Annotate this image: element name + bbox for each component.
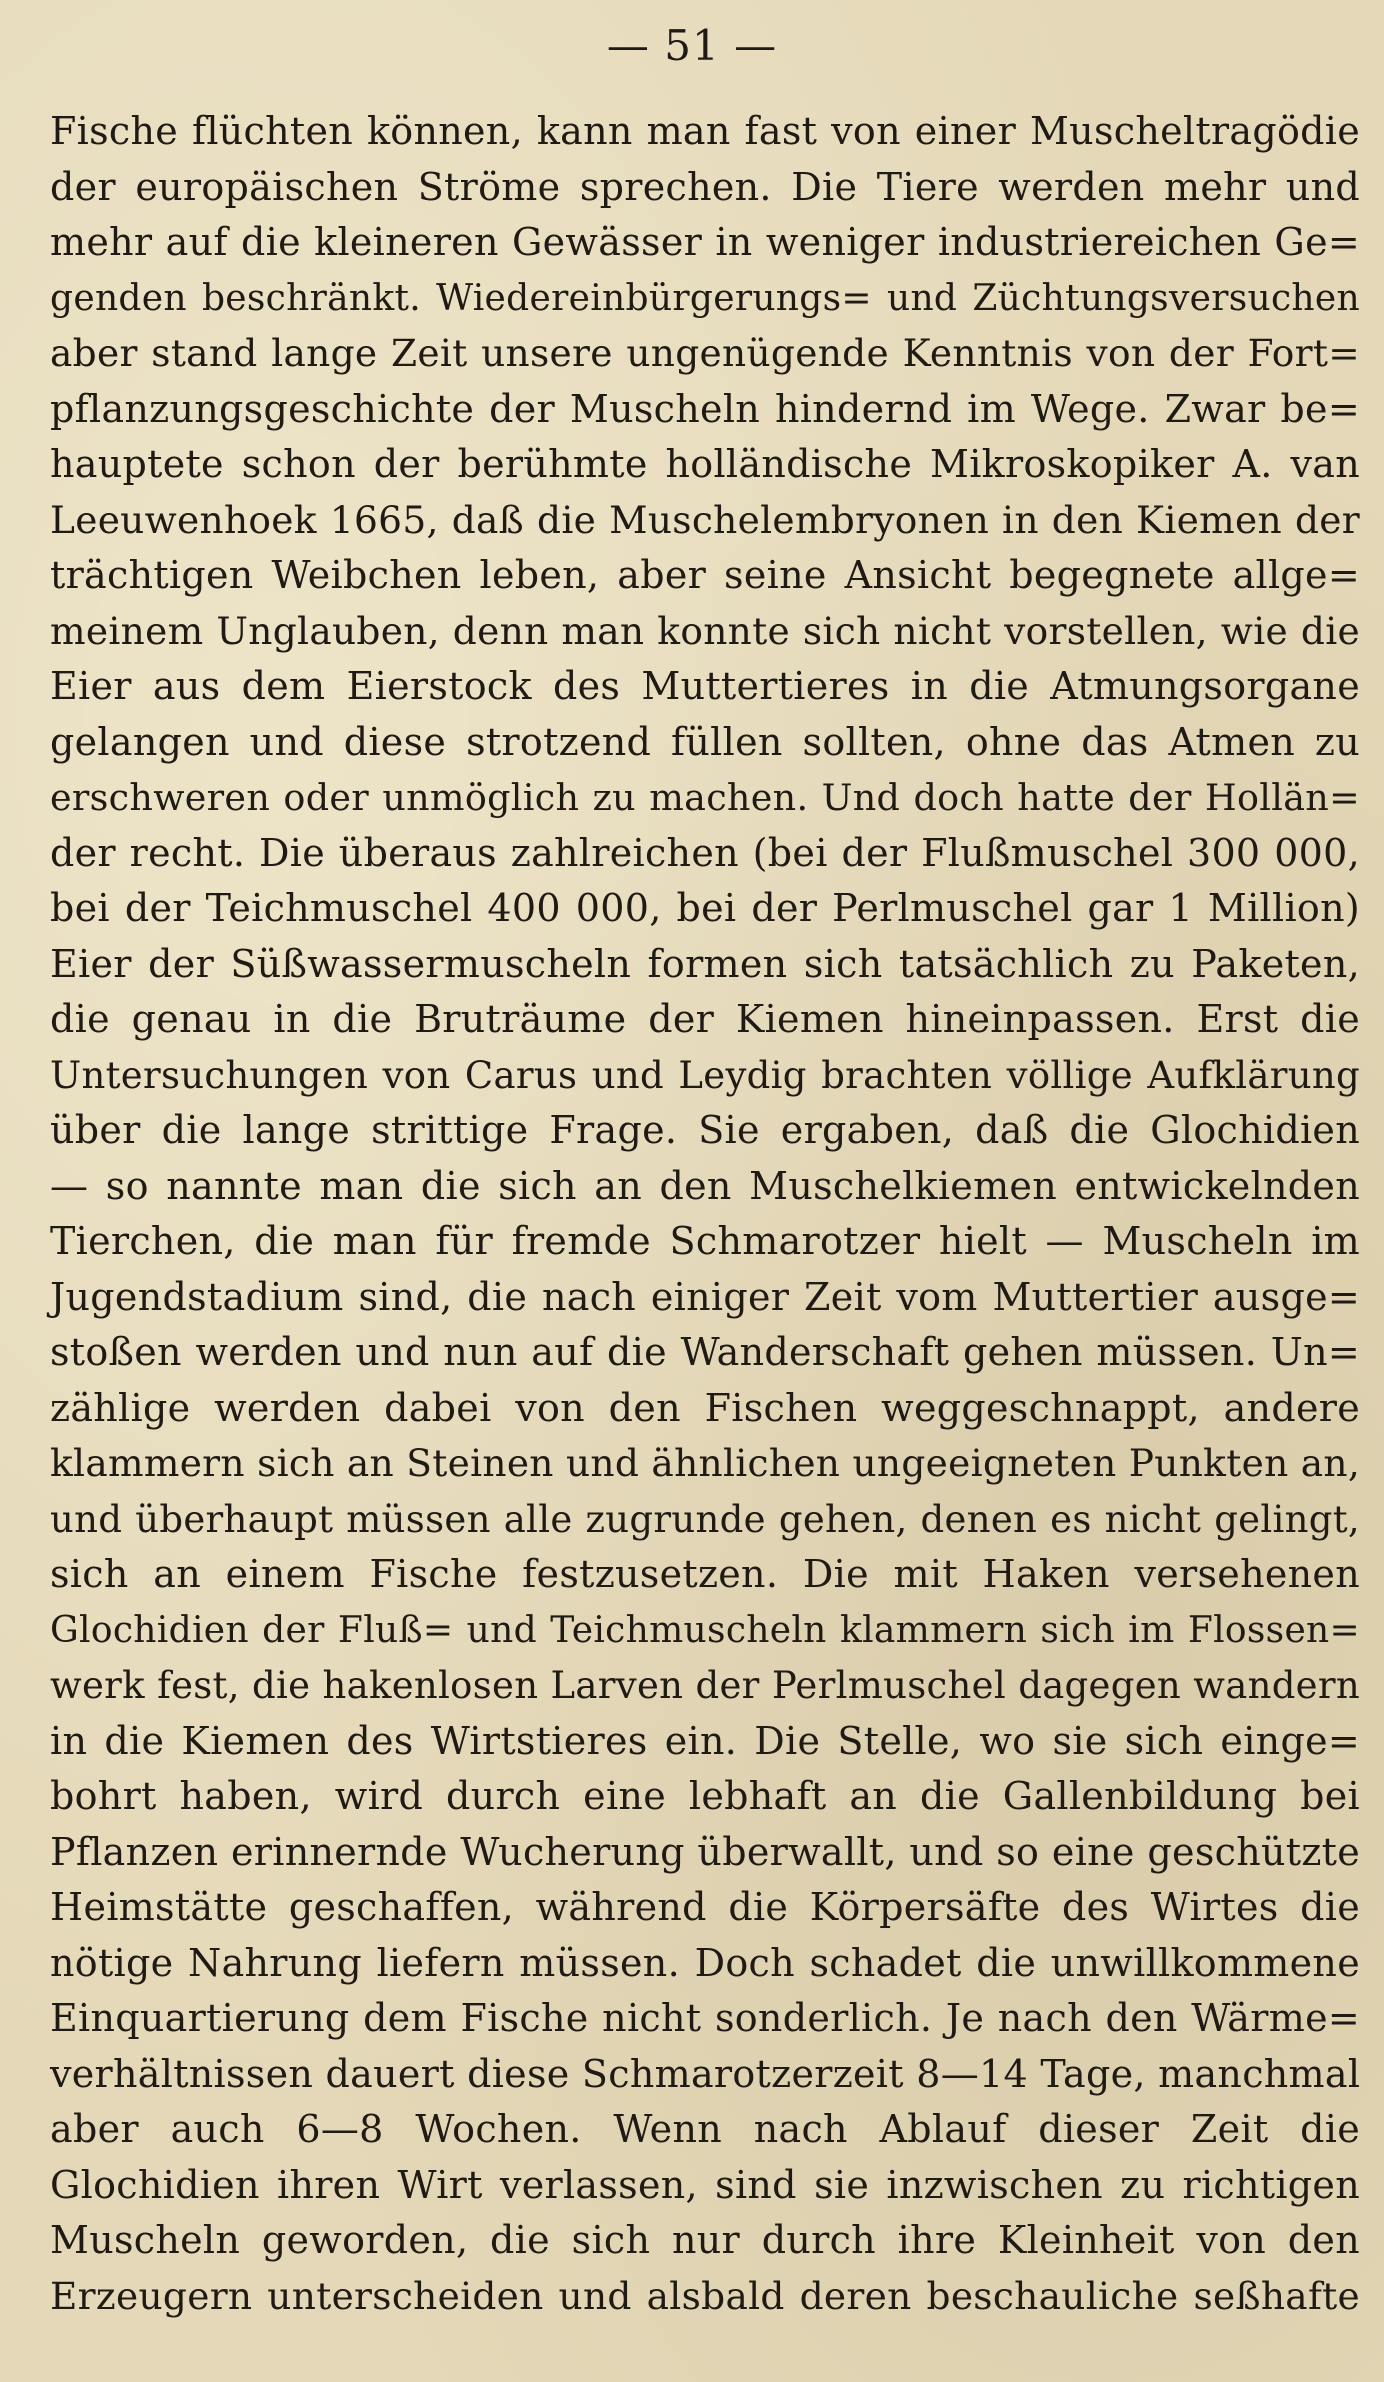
text-line: Erzeugern unterscheiden und alsbald deren beschauliche seßhafte bbox=[50, 2273, 1360, 2318]
text-line: pflanzungsgeschichte der Muscheln hindernd im Wege. Zwar be= bbox=[50, 386, 1360, 431]
body-text bbox=[50, 104, 1360, 2324]
text-line: Glochidien der Fluß= und Teichmuscheln klammern sich im Flossen= bbox=[50, 1609, 1360, 1651]
text-line: Heimstätte geschaffen, während die Körpersäfte des Wirtes die bbox=[50, 1885, 1360, 1929]
text-line: verhältnissen dauert diese Schmarotzerzeit 8—14 Tage, manchmal bbox=[50, 2051, 1361, 2096]
page-number: — 51 — bbox=[606, 21, 778, 70]
text-line: der europäischen Ströme sprechen. Die Tiere werden mehr und bbox=[50, 164, 1360, 209]
text-line: Tierchen, die man für fremde Schmarotzer hielt — Muscheln im bbox=[50, 1219, 1360, 1263]
text-line: stoßen werden und nun auf die Wanderschaft gehen müssen. Un= bbox=[50, 1330, 1360, 1374]
text-line: Untersuchungen von Carus und Leydig brachten völlige Aufklärung bbox=[50, 1053, 1360, 1097]
text-line: und überhaupt müssen alle zugrunde gehen, denen es nicht gelingt, bbox=[50, 1497, 1360, 1541]
text-line: die genau in die Bruträume der Kiemen hineinpassen. Erst die bbox=[50, 997, 1360, 1041]
text-line: sich an einem Fische festzusetzen. Die mit Haken versehenen bbox=[50, 1552, 1360, 1596]
text-line: aber stand lange Zeit unsere ungenügende Kenntnis von der Fort= bbox=[50, 331, 1360, 375]
text-line: zählige werden dabei von den Fischen weggeschnappt, andere bbox=[50, 1385, 1360, 1430]
text-line: bohrt haben, wird durch eine lebhaft an die Gallenbildung bei bbox=[50, 1774, 1360, 1818]
text-line: nötige Nahrung liefern müssen. Doch schadet die unwillkommene bbox=[50, 1940, 1360, 1985]
text-line: meinem Unglauben, denn man konnte sich nicht vorstellen, wie die bbox=[50, 608, 1360, 653]
text-line: über die lange strittige Frage. Sie ergaben, daß die Glochidien bbox=[50, 1108, 1360, 1152]
text-line: klammern sich an Steinen und ähnlichen ungeeigneten Punkten an, bbox=[50, 1441, 1361, 1485]
text-line: Eier aus dem Eierstock des Muttertieres in die Atmungsorgane bbox=[50, 664, 1360, 708]
text-line: hauptete schon der berühmte holländische Mikroskopiker A. van bbox=[50, 442, 1360, 486]
text-line: bei der Teichmuschel 400 000, bei der Perlmuschel gar 1 Million) bbox=[50, 886, 1360, 930]
text-line: Pflanzen erinnernde Wucherung überwallt, und so eine geschützte bbox=[50, 1829, 1360, 1874]
text-line: Eier der Süßwassermuscheln formen sich tatsächlich zu Paketen, bbox=[50, 941, 1360, 986]
text-line: Einquartierung dem Fische nicht sonderlich. Je nach den Wärme= bbox=[50, 1996, 1360, 2040]
text-line: Glochidien ihren Wirt verlassen, sind sie inzwischen zu richtigen bbox=[50, 2162, 1360, 2207]
text-line: — so nannte man die sich an den Muschelkiemen entwickelnden bbox=[50, 1163, 1360, 1208]
text-line: in die Kiemen des Wirtstieres ein. Die Stelle, wo sie sich einge= bbox=[50, 1718, 1360, 1763]
text-line: trächtigen Weibchen leben, aber seine Ansicht begegnete allge= bbox=[50, 553, 1360, 597]
text-line: Fische flüchten können, kann man fast von einer Muscheltragödie bbox=[50, 109, 1360, 153]
text-line: der recht. Die überaus zahlreichen (bei der Flußmuschel 300 000, bbox=[50, 830, 1360, 875]
text-line: werk fest, die hakenlosen Larven der Perlmuschel dagegen wandern bbox=[50, 1664, 1360, 1707]
text-line: genden beschränkt. Wiedereinbürgerungs= und Züchtungsversuchen bbox=[50, 277, 1360, 319]
text-line: erschweren oder unmöglich zu machen. Und doch hatte der Hollän= bbox=[50, 776, 1360, 819]
text-line: mehr auf die kleineren Gewässer in weniger industriereichen Ge= bbox=[50, 220, 1360, 264]
text-line: Jugendstadium sind, die nach einiger Zeit vom Muttertier ausge= bbox=[50, 1274, 1360, 1319]
text-line: aber auch 6—8 Wochen. Wenn nach Ablauf dieser Zeit die bbox=[50, 2107, 1360, 2151]
text-line: Muscheln geworden, die sich nur durch ihre Kleinheit von den bbox=[50, 2218, 1360, 2262]
text-line: Leeuwenhoek 1665, daß die Muschelembryonen in den Kiemen der bbox=[50, 497, 1360, 542]
text-line: gelangen und diese strotzend füllen sollten, ohne das Atmen zu bbox=[50, 719, 1360, 764]
